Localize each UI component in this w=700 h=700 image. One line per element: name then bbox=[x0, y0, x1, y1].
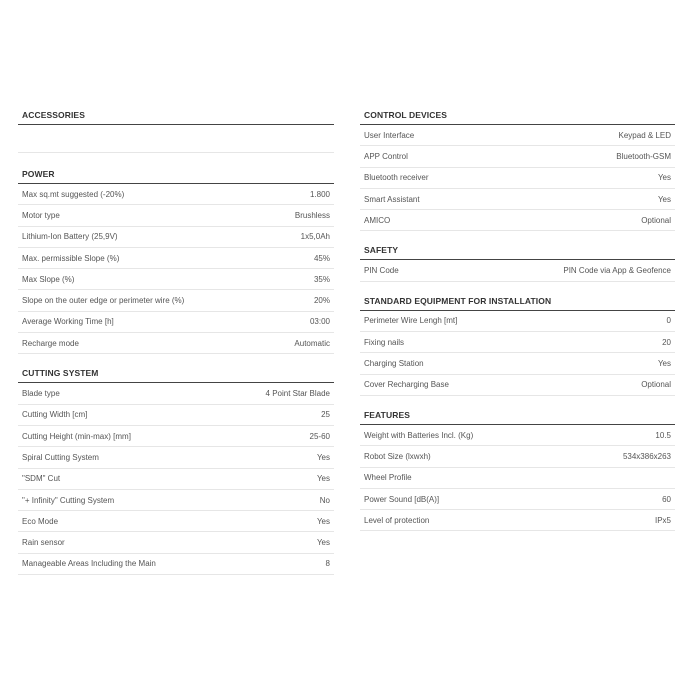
spec-row bbox=[18, 248, 334, 269]
spec-row bbox=[18, 290, 334, 311]
spec-label: Level of protection bbox=[364, 515, 430, 525]
spec-value: 03:00 bbox=[309, 317, 330, 327]
spec-value: Yes bbox=[657, 173, 671, 183]
spec-value: 45% bbox=[313, 253, 330, 263]
features-table bbox=[360, 425, 675, 531]
spec-label: AMICO bbox=[364, 215, 391, 225]
spec-row bbox=[360, 375, 675, 396]
spec-value: 25 bbox=[321, 410, 330, 420]
spec-value: 25-60 bbox=[309, 431, 330, 441]
spec-row bbox=[18, 269, 334, 290]
spec-value: 8 bbox=[325, 559, 330, 569]
installation-heading: STANDARD EQUIPMENT FOR INSTALLATION bbox=[360, 294, 675, 311]
spec-row bbox=[360, 510, 675, 531]
spec-label: Wheel Profile bbox=[364, 473, 412, 483]
spec-row bbox=[360, 353, 675, 374]
spec-value: Optional bbox=[641, 215, 671, 225]
spec-value: No bbox=[319, 495, 330, 505]
spec-label: Cover Recharging Base bbox=[364, 380, 449, 390]
spec-row bbox=[360, 125, 675, 146]
spec-value: Yes bbox=[316, 516, 330, 526]
spec-value: 0 bbox=[666, 316, 671, 326]
spec-row bbox=[18, 469, 334, 490]
spec-label: Average Working Time [h] bbox=[22, 317, 114, 327]
spec-label: Blade type bbox=[22, 389, 60, 399]
installation-table bbox=[360, 311, 675, 396]
safety-table bbox=[360, 260, 675, 281]
spec-value: IPx5 bbox=[654, 515, 671, 525]
spec-value: Optional bbox=[641, 380, 671, 390]
spec-row bbox=[18, 383, 334, 404]
spec-value: Keypad & LED bbox=[618, 130, 671, 140]
spec-row bbox=[360, 446, 675, 467]
spec-row bbox=[18, 490, 334, 511]
spec-row bbox=[360, 146, 675, 167]
spec-value: 1.800 bbox=[309, 189, 330, 199]
spec-value: 60 bbox=[662, 494, 671, 504]
spec-value: 534x386x263 bbox=[622, 451, 671, 461]
spec-label: Charging Station bbox=[364, 359, 424, 369]
spec-label: Recharge mode bbox=[22, 338, 79, 348]
power-heading: POWER bbox=[18, 167, 334, 184]
spec-label: Power Sound [dB(A)] bbox=[364, 494, 440, 504]
spec-row bbox=[18, 426, 334, 447]
spec-label: Motor type bbox=[22, 210, 60, 220]
spec-value: 35% bbox=[313, 274, 330, 284]
accessories-heading: ACCESSORIES bbox=[18, 108, 334, 125]
features-heading: FEATURES bbox=[360, 408, 675, 425]
spec-label: User Interface bbox=[364, 130, 415, 140]
spec-row bbox=[18, 405, 334, 426]
spec-value: Brushless bbox=[294, 210, 330, 220]
left-column bbox=[18, 108, 334, 575]
spec-row bbox=[360, 168, 675, 189]
spec-row bbox=[18, 511, 334, 532]
cutting-system-heading: CUTTING SYSTEM bbox=[18, 366, 334, 383]
spec-row bbox=[18, 554, 334, 575]
spec-row bbox=[360, 425, 675, 446]
spec-label: Manageable Areas Including the Main bbox=[22, 559, 156, 569]
spec-label: Fixing nails bbox=[364, 337, 405, 347]
spec-value: Bluetooth-GSM bbox=[616, 151, 671, 161]
spec-row bbox=[360, 468, 675, 489]
spec-row bbox=[360, 311, 675, 332]
spec-row bbox=[18, 532, 334, 553]
spec-value: Yes bbox=[316, 474, 330, 484]
right-column bbox=[360, 108, 675, 531]
spec-label: "SDM" Cut bbox=[22, 474, 61, 484]
spec-value: PIN Code via App & Geofence bbox=[563, 266, 671, 276]
spec-label: Robot Size (lxwxh) bbox=[364, 451, 431, 461]
spec-value: 10.5 bbox=[655, 430, 671, 440]
spec-row bbox=[18, 184, 334, 205]
power-table bbox=[18, 184, 334, 354]
control-devices-table bbox=[360, 125, 675, 231]
spec-row bbox=[18, 333, 334, 354]
spec-label: PIN Code bbox=[364, 266, 399, 276]
spec-row bbox=[360, 332, 675, 353]
spec-label: Spiral Cutting System bbox=[22, 452, 99, 462]
safety-heading: SAFETY bbox=[360, 243, 675, 260]
spec-value: 20 bbox=[662, 337, 671, 347]
spec-label: Cutting Height (min-max) [mm] bbox=[22, 431, 131, 441]
spec-label: Max Slope (%) bbox=[22, 274, 75, 284]
spec-label: "+ Infinity" Cutting System bbox=[22, 495, 115, 505]
spec-label: Max sq.mt suggested (-20%) bbox=[22, 189, 125, 199]
spec-label: Perimeter Wire Lengh [mt] bbox=[364, 316, 458, 326]
spec-row bbox=[18, 205, 334, 226]
spec-row bbox=[360, 189, 675, 210]
control-devices-heading: CONTROL DEVICES bbox=[360, 108, 675, 125]
spec-value: Automatic bbox=[294, 338, 330, 348]
spec-value: Yes bbox=[657, 194, 671, 204]
spec-label: Rain sensor bbox=[22, 538, 65, 548]
spec-value: 1x5,0Ah bbox=[300, 232, 330, 242]
spec-label: Cutting Width [cm] bbox=[22, 410, 88, 420]
spec-label: Max. permissible Slope (%) bbox=[22, 253, 120, 263]
spec-row bbox=[18, 227, 334, 248]
spec-value: 20% bbox=[313, 296, 330, 306]
cutting-system-table bbox=[18, 383, 334, 575]
spec-value: Yes bbox=[657, 359, 671, 369]
spec-row bbox=[18, 312, 334, 333]
spec-value: Yes bbox=[316, 538, 330, 548]
spec-label: Bluetooth receiver bbox=[364, 173, 429, 183]
spec-row bbox=[360, 260, 675, 281]
spec-value: Yes bbox=[316, 452, 330, 462]
spec-row bbox=[18, 447, 334, 468]
spec-label: Smart Assistant bbox=[364, 194, 420, 204]
spec-label: Eco Mode bbox=[22, 516, 59, 526]
spec-label: APP Control bbox=[364, 151, 408, 161]
spec-label: Weight with Batteries Incl. (Kg) bbox=[364, 430, 474, 440]
spec-label: Lithium-Ion Battery (25,9V) bbox=[22, 232, 118, 242]
spec-row bbox=[360, 489, 675, 510]
spec-row bbox=[360, 210, 675, 231]
spec-label: Slope on the outer edge or perimeter wire (%) bbox=[22, 296, 185, 306]
spec-value: 4 Point Star Blade bbox=[265, 389, 330, 399]
accessories-empty-row bbox=[18, 125, 334, 153]
